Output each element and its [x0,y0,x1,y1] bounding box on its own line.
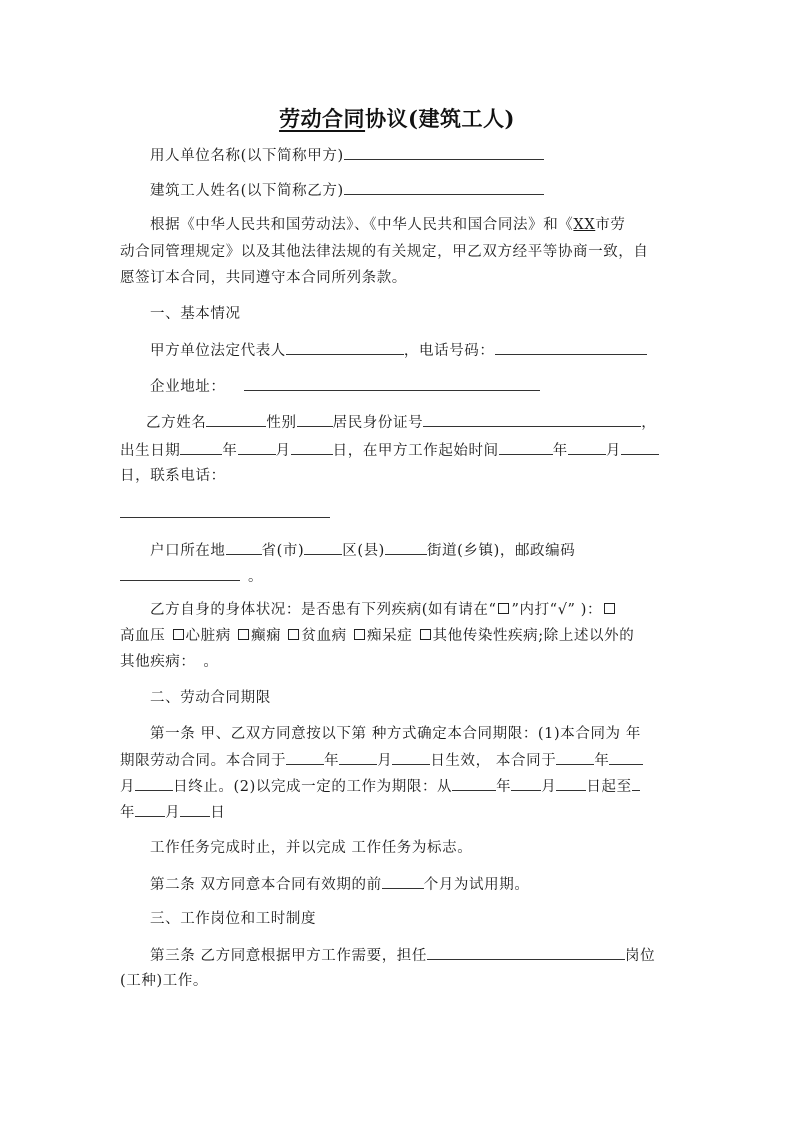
task-start-month-field[interactable] [511,776,541,791]
disease-dementia-label: 痴呆症 [367,628,413,644]
probation-months-field[interactable] [382,874,424,889]
article-1-text: 日起至 [586,779,632,795]
start-time-label: 日，在甲方工作起始时间 [332,443,499,459]
disease-epilepsy-label: 癫痫 [251,628,282,644]
article-1-line-2 [120,750,710,771]
article-2-text: 第二条 双方同意本合同有效期的前 [150,877,382,893]
position-field[interactable] [427,945,625,960]
health-line-3: 其他疾病： 。 [120,654,219,670]
article-1-text: 日生效， 本合同于 [430,753,557,769]
title-rest: 协议(建筑工人) [365,106,515,131]
month-label: 月 [120,779,136,795]
employer-name-label: 用人单位名称(以下简称甲方) [150,148,344,164]
employer-name-row [150,145,740,166]
article-2-row [150,874,740,895]
task-start-year-field[interactable] [452,776,496,791]
checkbox-hypertension[interactable] [604,603,615,614]
section-1-heading: 一、基本情况 [150,306,241,322]
period: 。 [248,569,264,585]
worker-name-info-label: 乙方姓名 [146,415,207,431]
article-1-line-1: 第一条 甲、乙双方同意按以下第 种方式确定本合同期限：(1)本合同为 年 [150,726,641,742]
disease-hypertension-label: 高血压 [120,628,166,644]
article-3-line-2: (工种)工作。 [120,973,209,989]
contact-phone-field[interactable] [120,516,330,518]
health-question: 乙方自身的身体状况：是否患有下列疾病(如有请在“ [150,602,497,618]
preamble-text: 市劳 [595,217,626,233]
disease-anemia-label: 贫血病 [301,628,347,644]
city-placeholder: XX [573,217,596,233]
article-3-text: 第三条 乙方同意根据甲方工作需要，担任 [150,948,428,964]
worker-name-field[interactable] [344,180,544,195]
effective-day-field[interactable] [392,750,430,765]
worker-info-line-2 [120,440,710,461]
month-label: 月 [275,443,291,459]
legal-rep-row [150,340,740,361]
end-year-field[interactable] [556,750,594,765]
end-month-field[interactable] [609,750,643,765]
health-line-1 [150,600,740,620]
hukou-row [150,540,740,561]
effective-year-field[interactable] [286,750,324,765]
article-1-text: 日终止。(2)以完成一定的工作为期限：从 [173,779,453,795]
checkbox-dementia[interactable] [354,629,365,640]
street-field[interactable] [385,540,427,555]
gender-label: 性别 [266,415,297,431]
effective-month-field[interactable] [339,750,377,765]
legal-rep-label: 甲方单位法定代表人 [150,343,286,359]
article-3-text: 岗位 [625,948,656,964]
legal-rep-field[interactable] [286,340,404,355]
preamble-line-3: 愿签订本合同，共同遵守本合同所列条款。 [120,270,407,286]
end-day-field[interactable] [135,776,173,791]
start-year-field[interactable] [499,440,553,455]
preamble-line-2: 动合同管理规定》以及其他法律法规的有关规定，甲乙双方经平等协商一致，自 [120,244,649,260]
birth-year-field[interactable] [180,440,222,455]
birth-day-field[interactable] [291,440,333,455]
health-question-end: ”内打“√” )： [511,602,603,618]
gender-field[interactable] [297,412,333,427]
month-label: 月 [541,779,557,795]
year-label: 年 [552,443,568,459]
start-month-field[interactable] [568,440,606,455]
month-label: 月 [605,443,621,459]
title-underlined-part: 劳动合同 [279,106,366,131]
preamble-line-1 [150,215,740,235]
id-label: 居民身份证号 [332,415,424,431]
task-start-day-field[interactable] [556,776,586,791]
start-day-field[interactable] [621,440,659,455]
month-label: 月 [165,805,181,821]
disease-infectious-label: 其他传染性疾病 [432,628,539,644]
employer-name-field[interactable] [344,145,544,160]
completion-text: 工作任务完成时止，并以完成 工作任务为标志。 [150,840,473,856]
address-row [150,376,740,397]
postcode-row [120,566,710,587]
year-label: 年 [496,779,512,795]
health-line-2-end: ;除上述以外的 [538,628,635,644]
year-label: 年 [120,805,136,821]
preamble-text: 根据《中华人民共和国劳动法》、《中华人民共和国合同法》和《 [150,217,574,233]
day-label: 日 [210,805,226,821]
worker-name-row [150,180,740,201]
article-1-line-4 [120,802,710,823]
document-title [0,103,794,133]
article-1-line-3 [120,776,710,797]
district-field[interactable] [304,540,342,555]
article-3-line-1 [150,945,740,966]
article-2-text: 个月为试用期。 [423,877,530,893]
article-1-text: 期限劳动合同。本合同于 [120,753,287,769]
birth-month-field[interactable] [238,440,276,455]
hukou-label: 户口所在地 [150,543,226,559]
birth-label: 出生日期 [120,443,181,459]
year-label: 年 [324,753,340,769]
month-label: 月 [377,753,393,769]
checkbox-epilepsy[interactable] [238,629,249,640]
id-number-field[interactable] [423,412,641,427]
phone-field[interactable] [495,340,647,355]
section-2-heading: 二、劳动合同期限 [150,690,271,706]
worker-info-line-1 [146,412,736,433]
disease-heart-label: 心脏病 [185,628,231,644]
district-label: 区(县) [342,543,385,559]
health-line-2 [120,626,710,646]
task-end-day-field[interactable] [180,802,210,817]
checkbox-icon [498,603,509,614]
phone-label: ，电话号码： [403,343,495,359]
checkbox-heart-disease[interactable] [173,629,184,640]
checkbox-anemia[interactable] [288,629,299,640]
task-end-month-field[interactable] [135,802,165,817]
section-3-heading: 三、工作岗位和工时制度 [150,911,317,927]
year-label: 年 [222,443,238,459]
worker-info-line-3: 日，联系电话： [120,468,226,484]
checkbox-infectious[interactable] [420,629,431,640]
comma: ， [641,415,657,431]
address-label: 企业地址： [150,379,226,395]
year-label: 年 [594,753,610,769]
province-field[interactable] [226,540,262,555]
address-field[interactable] [244,376,540,391]
worker-name-info-field[interactable] [206,412,266,427]
province-label: 省(市) [261,543,305,559]
task-end-year-field[interactable] [632,776,640,791]
worker-name-label: 建筑工人姓名(以下简称乙方) [150,183,344,199]
street-postcode-label: 街道(乡镇)，邮政编码 [426,543,576,559]
postcode-field[interactable] [120,566,240,581]
